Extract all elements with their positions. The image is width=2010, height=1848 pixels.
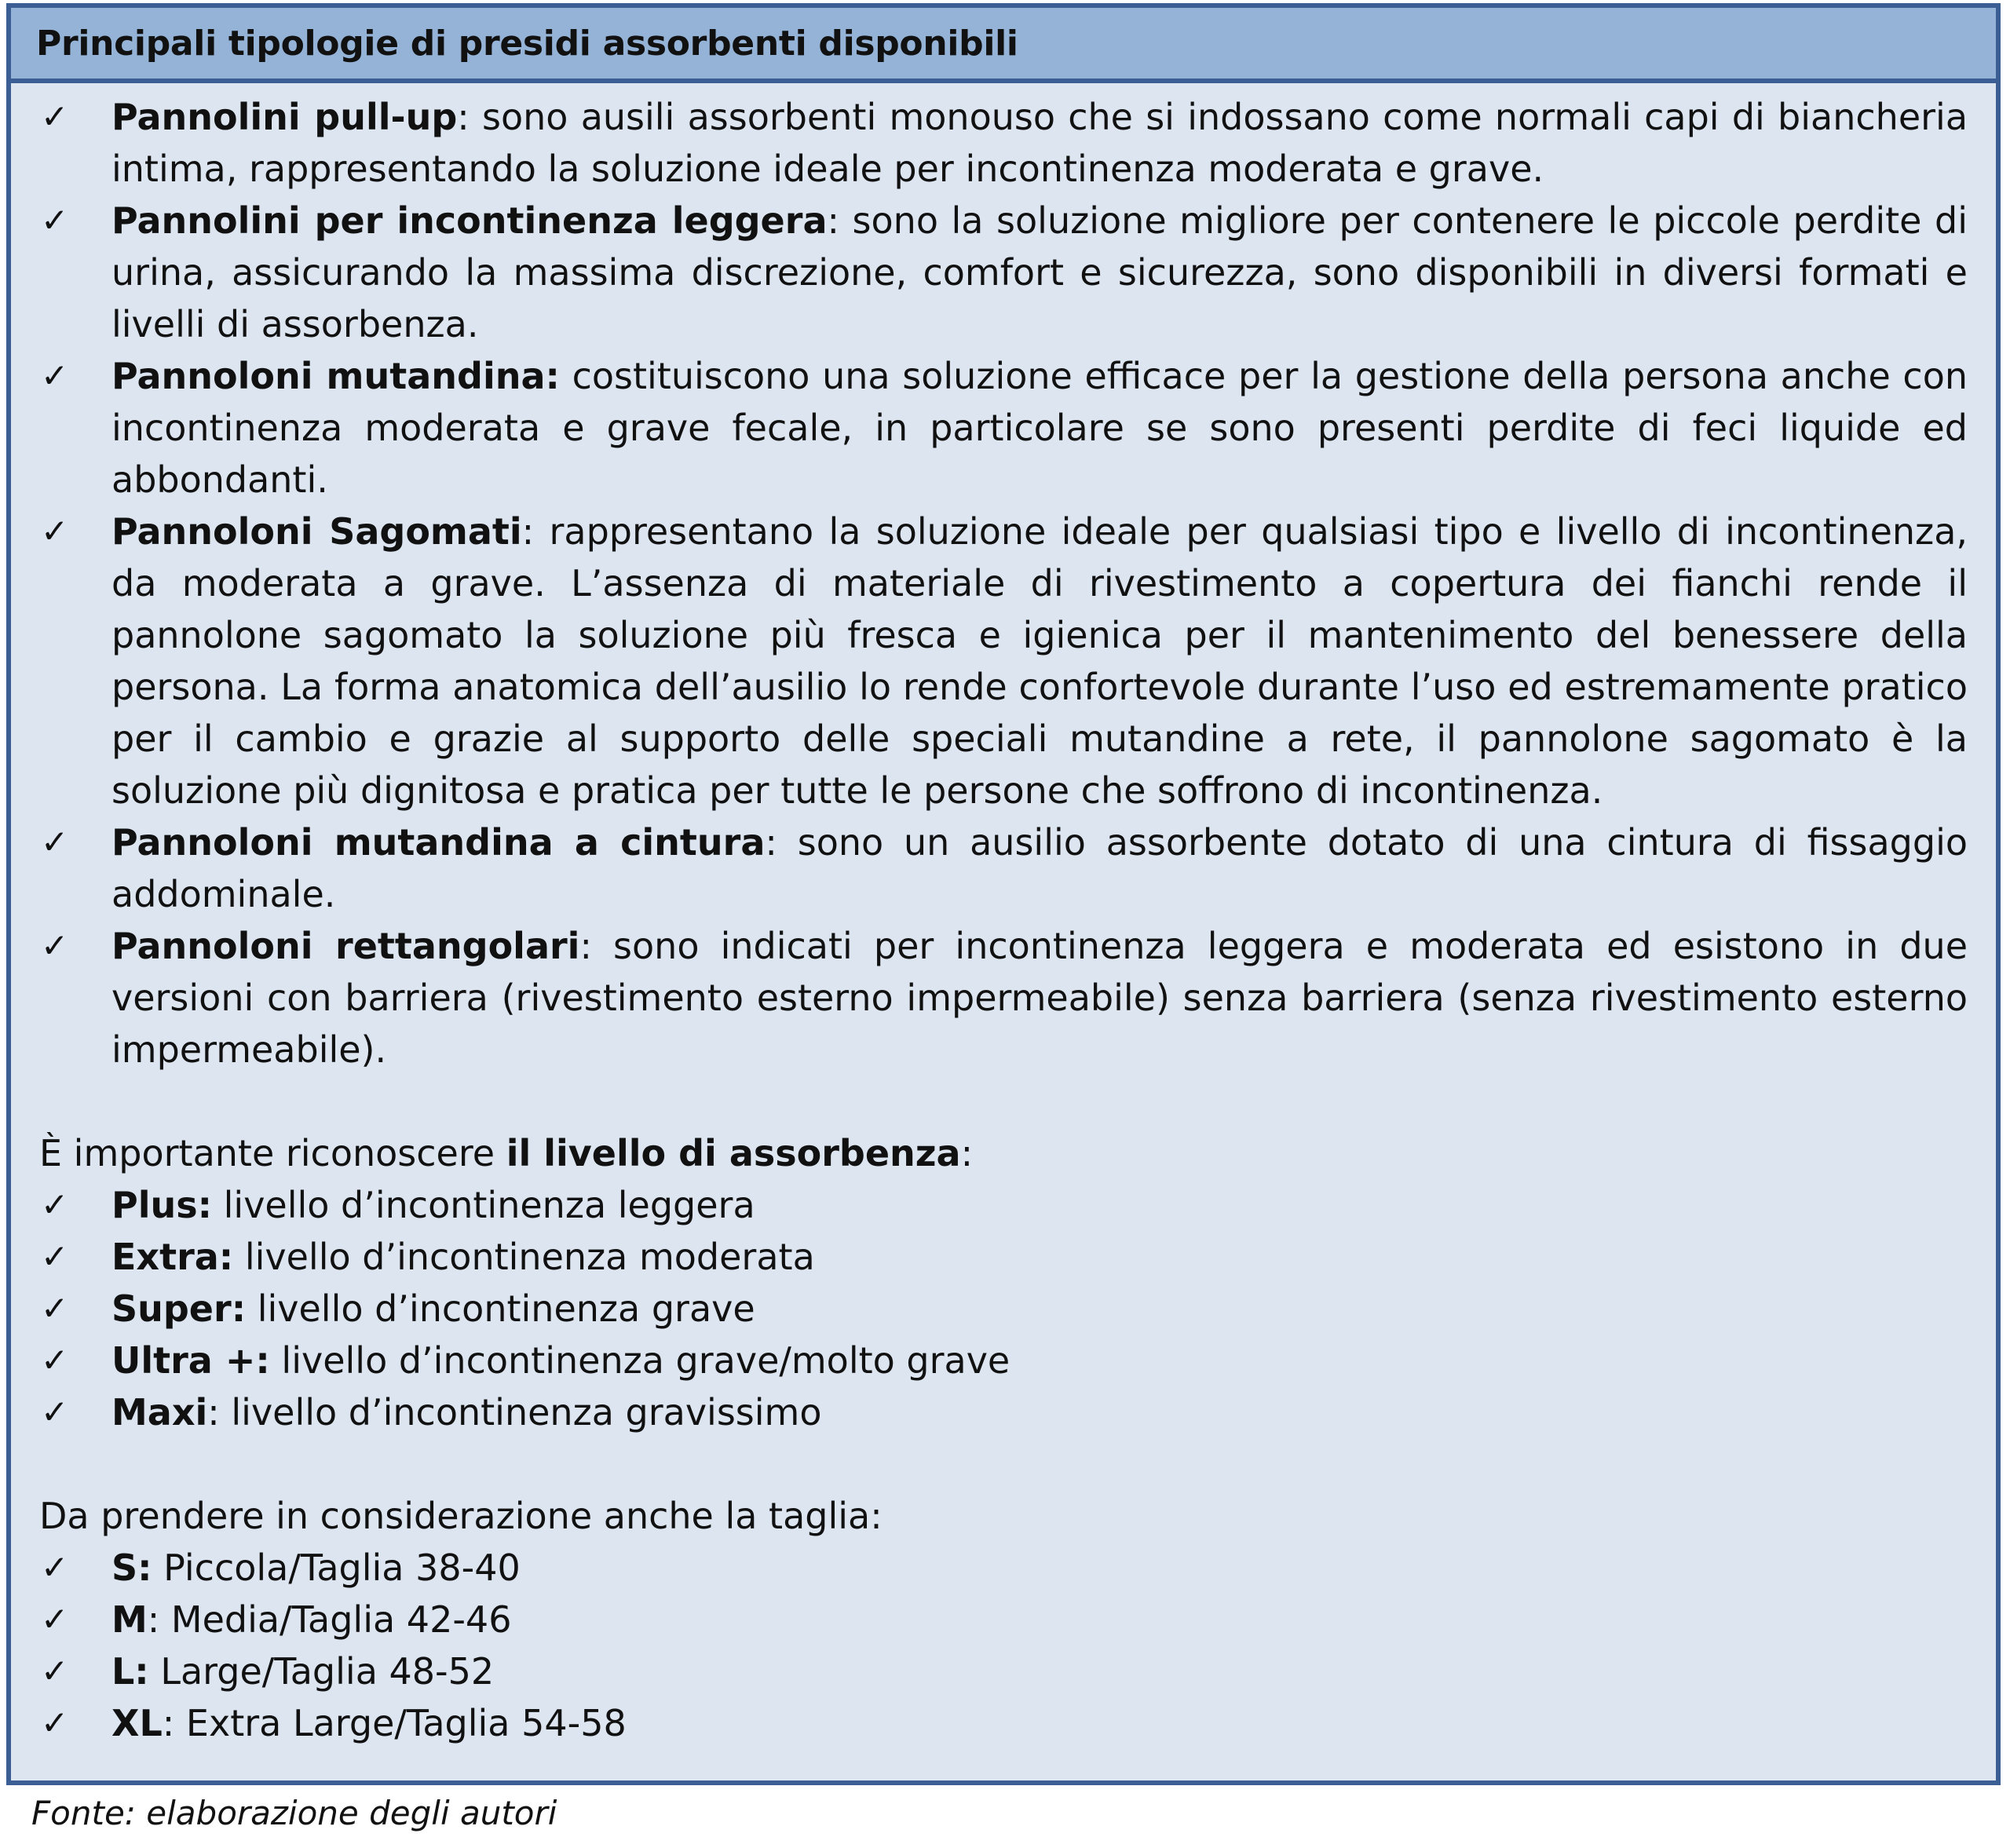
list-item [39,1594,1968,1645]
checkmark-icon: ✓ [41,201,69,239]
list-item [39,920,1968,1076]
list-item [39,816,1968,920]
item-separator: : [207,1391,220,1433]
list-item [39,195,1968,350]
checkmark-icon: ✓ [41,1237,69,1276]
checkmark-icon: ✓ [41,1600,69,1638]
item-term: Pannoloni rettangolari [111,925,580,967]
item-term: S: [111,1547,152,1589]
checkmark-icon: ✓ [41,926,69,965]
item-description: Piccola/Taglia 38-40 [152,1547,521,1589]
box-header [11,8,1996,83]
types-list [39,91,1968,1076]
item-term: Plus: [111,1184,213,1226]
checkmark-icon: ✓ [41,1704,69,1742]
item-description: rappresentano la soluzione ideale per qualsiasi tipo e livello di incontinenza, da moderata a grave. L’assenza di materiale di rivestimento a copertura dei fianchi rende il pannolone sagomato la soluzione più fresca e igienica per il mantenimento del benessere della persona. La forma anatomica dell’ausilio lo rende confortevole durante l’uso ed estremamente pratico per il cambio e grazie al supporto delle speciali mutandine a rete, il pannolone sagomato è la soluzione più dignitosa e pratica per tutte le persone che soffrono di incontinenza. [111,510,1968,812]
item-term: Pannoloni mutandina a cintura [111,821,766,864]
item-term: Extra: [111,1236,234,1278]
list-item [39,91,1968,195]
item-term: Pannoloni Sagomati [111,510,522,553]
box-title: Principali tipologie di presidi assorbenti disponibili [36,23,1018,64]
list-item [39,506,1968,816]
item-term: Super: [111,1287,247,1330]
item-description: Media/Taglia 42-46 [159,1598,512,1641]
checkmark-icon: ✓ [41,1341,69,1379]
checkmark-icon: ✓ [41,1289,69,1328]
item-description: sono la soluzione migliore per contenere le piccole perdite di urina, assicurando la massima discrezione, comfort e sicurezza, sono disponibili in diversi formati e livelli di assorbenza. [111,199,1968,345]
item-term: Pannoloni mutandina: [111,355,560,397]
sizes-list [39,1542,1968,1749]
item-separator: : [457,96,470,138]
item-description: Extra Large/Taglia 54-58 [174,1702,627,1744]
list-item [39,1231,1968,1283]
item-description: costituiscono una soluzione efficace per la gestione della persona anche con incontinenza moderata e grave fecale, in particolare se sono presenti perdite di feci liquide ed abbondanti. [111,355,1968,501]
spacer [39,1076,1968,1127]
absorbency-list [39,1179,1968,1438]
checkmark-icon: ✓ [41,1548,69,1587]
item-term: M [111,1598,148,1641]
checkmark-icon: ✓ [41,356,69,395]
item-term: Ultra +: [111,1339,270,1382]
item-description: sono indicati per incontinenza leggera e moderata ed esistono in due versioni con barriera (rivestimento esterno impermeabile) senza barriera (senza rivestimento esterno impermeabile). [111,925,1968,1071]
item-description: livello d’incontinenza moderata [233,1236,815,1278]
list-item [39,1283,1968,1335]
item-description: Large/Taglia 48-52 [148,1650,495,1693]
list-item [39,1335,1968,1386]
absorbency-intro-suffix: : [960,1132,974,1174]
item-description: sono un ausilio assorbente dotato di una cintura di fissaggio addominale. [111,821,1968,915]
item-description: livello d’incontinenza gravissimo [219,1391,822,1433]
item-separator: : [579,925,592,967]
list-item [39,1179,1968,1231]
list-item [39,1697,1968,1749]
item-term: Pannolini per incontinenza leggera [111,199,828,242]
source-note: Fonte: elaborazione degli autori [31,1794,557,1832]
list-item [39,350,1968,506]
item-description: sono ausili assorbenti monouso che si indossano come normali capi di biancheria intima, rappresentando la soluzione ideale per incontinenza moderata e grave. [111,96,1968,190]
absorbency-intro-bold: il livello di assorbenza [506,1132,961,1174]
item-separator: : [827,199,839,242]
item-separator: : [521,510,535,553]
item-term: Maxi [111,1391,208,1433]
item-separator: : [162,1702,175,1744]
absorbency-intro [39,1127,1968,1179]
item-description: livello d’incontinenza grave [246,1287,755,1330]
item-description: livello d’incontinenza leggera [212,1184,755,1226]
list-item [39,1386,1968,1438]
list-item [39,1645,1968,1697]
checkmark-icon: ✓ [41,823,69,861]
checkmark-icon: ✓ [41,1185,69,1224]
checkmark-icon: ✓ [41,1652,69,1690]
item-separator: : [765,821,777,864]
item-description: livello d’incontinenza grave/molto grave [269,1339,1010,1382]
item-term: L: [111,1650,149,1693]
item-separator: : [147,1598,160,1641]
absorbency-intro-prefix: È importante riconoscere [39,1132,506,1174]
checkmark-icon: ✓ [41,512,69,550]
spacer [39,1438,1968,1490]
sizes-intro: Da prendere in considerazione anche la taglia: [39,1495,883,1537]
checkmark-icon: ✓ [41,1393,69,1431]
item-term: XL [111,1702,163,1744]
checkmark-icon: ✓ [41,97,69,136]
box-body [11,83,1996,1749]
item-term: Pannolini pull-up [111,96,458,138]
list-item [39,1542,1968,1594]
info-box [6,3,2001,1785]
